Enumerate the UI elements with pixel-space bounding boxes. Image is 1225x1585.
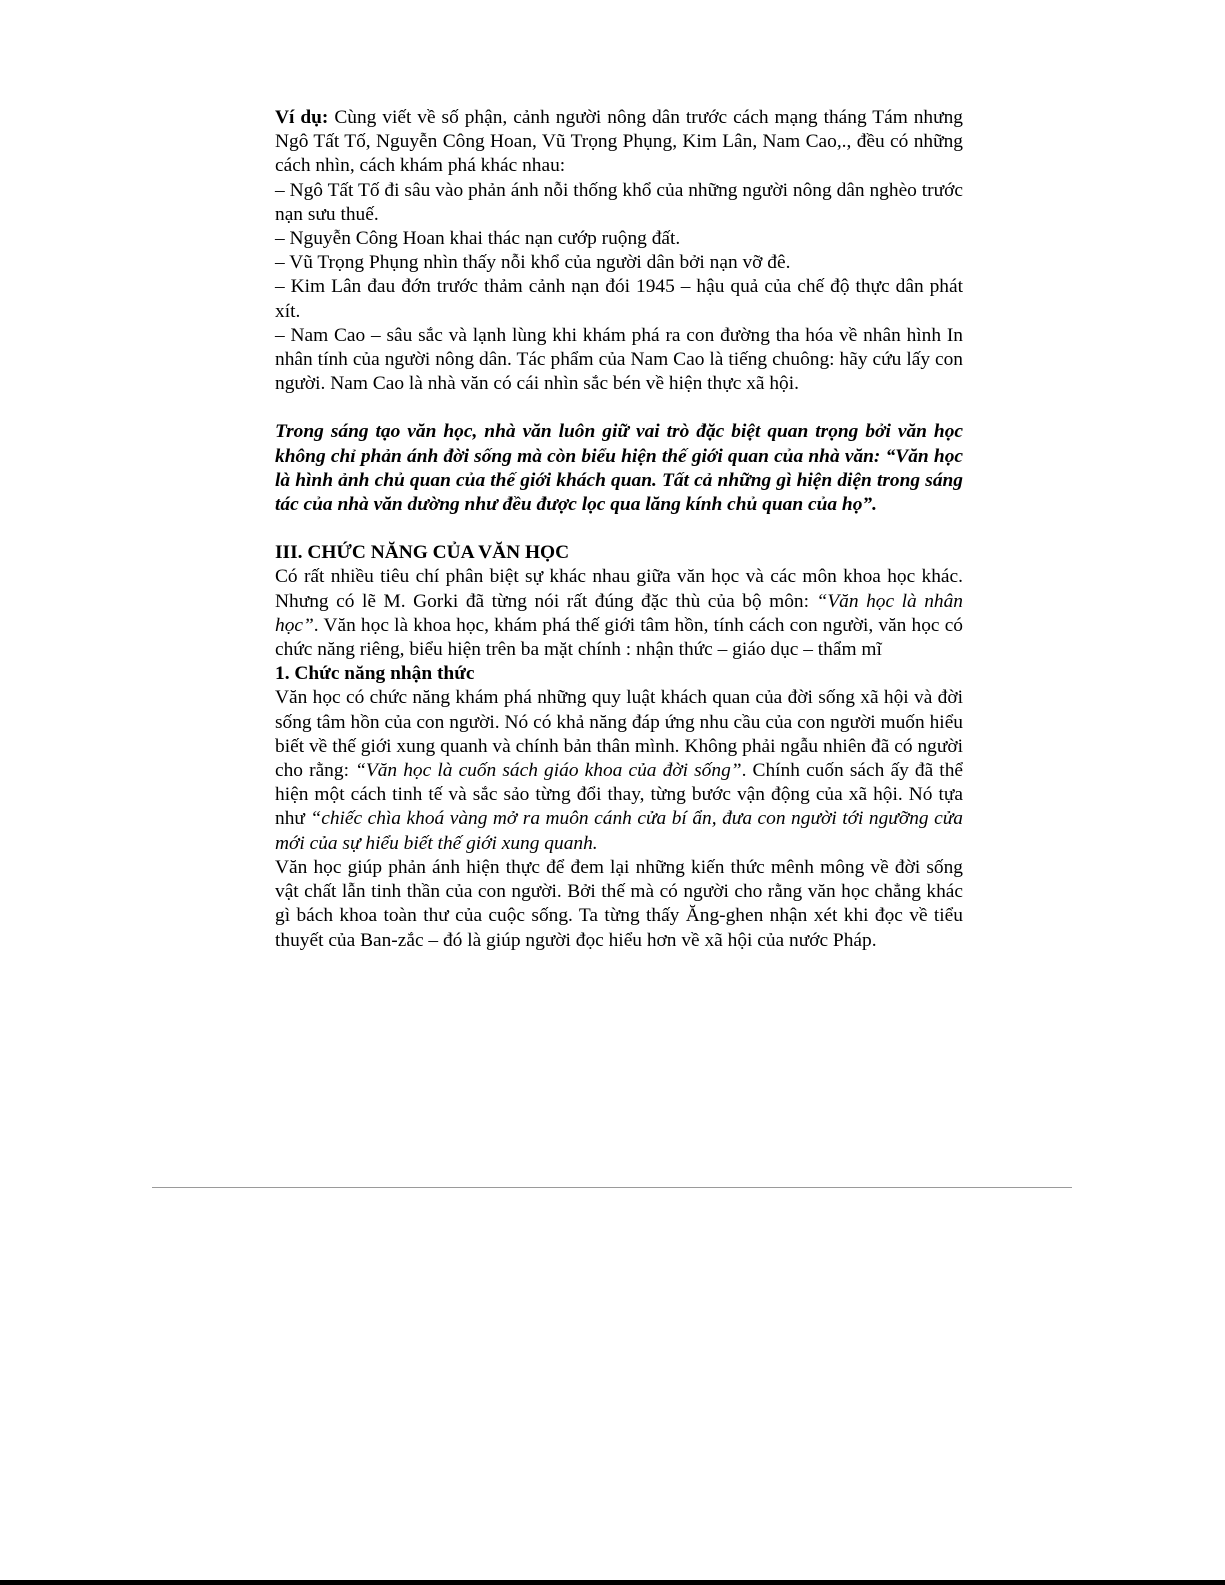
section-intro-text-cont: . Văn học là khoa học, khám phá thế giới tâm hồn, tính cách con người, văn học có chức năng riêng, biểu hiện trên ba mặt chính : nhận thức – giáo dục – thẩm mĩ xyxy=(275,614,963,661)
example-label: Ví dụ: xyxy=(275,107,329,128)
spacer xyxy=(275,517,963,541)
subsection-heading: 1. Chức năng nhận thức xyxy=(275,663,475,685)
example-item: – Nam Cao – sâu sắc và lạnh lùng khi khám phá ra con đường tha hóa về nhân hình In nhân tính của người nông dân. Tác phẩm của Nam Cao là tiếng chuông: hãy cứu lấy con người. Nam Cao là nhà văn có cái nhìn sắc bén về hiện thực xã hội. xyxy=(275,324,963,395)
example-item: – Nguyễn Công Hoan khai thác nạn cướp ruộng đất. xyxy=(275,228,681,250)
golden-key-quote: “chiếc chìa khoá vàng mở ra muôn cánh cửa bí ẩn, đưa con người tới ngưỡng cửa mới của sự hiểu biết thế giới xung quanh. xyxy=(275,808,964,854)
page-separator xyxy=(152,1187,1072,1188)
paragraph-text: Văn học có chức năng khám phá những quy luật khách quan của đời sống xã hội và đời sống tâm hồn của con người. Nó có khả năng đáp ứng nhu cầu của con người muốn hiểu biết về thế giới xung quanh và chính bản thân mình. Không phải ngẫu nhiên đã có người cho rằng: xyxy=(275,687,963,782)
example-item: – Ngô Tất Tố đi sâu vào phản ánh nỗi thống khổ của những người nông dân nghèo trước nạn sưu thuế. xyxy=(275,179,963,225)
page-content xyxy=(275,106,963,953)
encyclopedia-paragraph: Văn học giúp phản ánh hiện thực để đem lại những kiến thức mênh mông về đời sống vật chất lẫn tinh thần của con người. Bởi thế mà có người cho rằng văn học chẳng khác gì bách khoa toàn thư của cuộc sống. Ta từng thấy Ăng-ghen nhận xét khi đọc về tiểu thuyết của Ban-zắc – đó là giúp người đọc hiểu hơn về xã hội của nước Pháp. xyxy=(275,856,963,951)
example-item: – Vũ Trọng Phụng nhìn thấy nỗi khổ của người dân bởi nạn vỡ đê. xyxy=(275,252,791,274)
page-bottom-edge xyxy=(0,1580,1225,1585)
example-paragraph xyxy=(275,106,963,179)
section-heading: III. CHỨC NĂNG CỦA VĂN HỌC xyxy=(275,542,570,564)
gorki-quote: “Văn học là nhân học” xyxy=(275,590,963,636)
cognitive-function-paragraph xyxy=(275,686,963,855)
example-intro: Cùng viết về số phận, cảnh người nông dân trước cách mạng tháng Tám nhưng Ngô Tất Tố, Nguyễn Công Hoan, Vũ Trọng Phụng, Kim Lân, Nam Cao,., đều có những cách nhìn, cách khám phá khác nhau: xyxy=(275,107,964,177)
textbook-quote: “Văn học là cuốn sách giáo khoa của đời sống” xyxy=(355,760,742,782)
bold-italic-quote: Trong sáng tạo văn học, nhà văn luôn giữ vai trò đặc biệt quan trọng bởi văn học không chỉ phản ánh đời sống mà còn biểu hiện thế giới quan của nhà văn: “Văn học là hình ảnh chủ quan của thế giới khách quan. Tất cả những gì hiện diện trong sáng tác của nhà văn dường như đều được lọc qua lăng kính chủ quan của họ”. xyxy=(275,421,963,516)
section-intro-text: Có rất nhiều tiêu chí phân biệt sự khác nhau giữa văn học và các môn khoa học khác. Nhưng có lẽ M. Gorki đã từng nói rất đúng đặc thù của bộ môn: xyxy=(275,566,963,612)
example-item: – Kim Lân đau đớn trước thảm cảnh nạn đói 1945 – hậu quả của chế độ thực dân phát xít. xyxy=(275,276,963,322)
section-intro xyxy=(275,565,963,662)
paragraph-text-cont: . Chính cuốn sách ấy đã thể hiện một cách tinh tế và sắc sảo từng đổi thay, từng bước vận động của xã hội. Nó tựa như xyxy=(275,760,963,830)
spacer xyxy=(275,396,963,420)
